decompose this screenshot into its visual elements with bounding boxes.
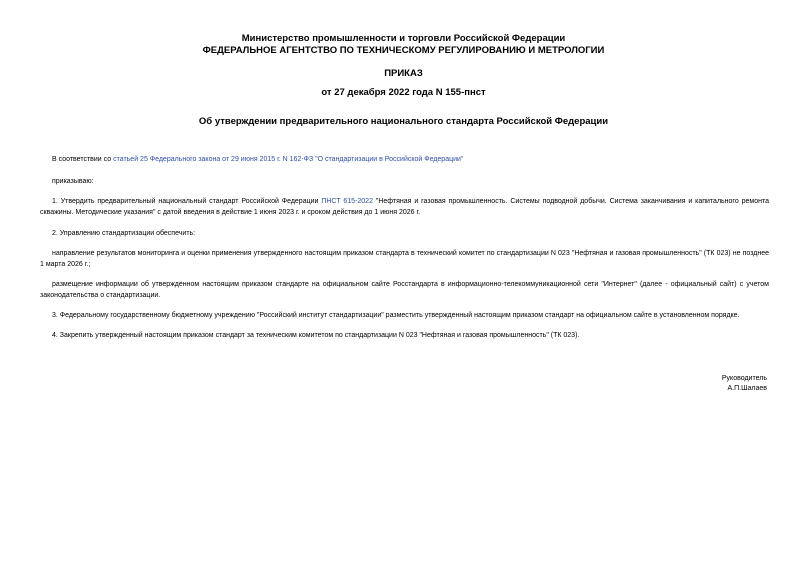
federal-law-link[interactable]: статьей 25 Федерального закона от 29 июня 2015 г. N 162-ФЗ "О стандартизации в Российской Федерации" (113, 156, 464, 163)
preamble-paragraph (52, 155, 767, 166)
item-2-b-paragraph: размещение информации об утвержденном настоящим приказом стандарте на официальном сайте Росстандарта в информационно-телекоммуникационной сети "Интернет" (далее - официальный сайт) с учетом законодательства о стандартизации. (40, 281, 769, 299)
item-2-a-paragraph: направление результатов мониторинга и оценки применения утвержденного настоящим приказом стандарта в технический комитет по стандартизации N 023 "Нефтяная и газовая промышленность" (ТК 023) не позднее 1 марта 2026 г.; (40, 250, 769, 268)
item-1-paragraph (40, 197, 769, 218)
ministry-heading: Министерство промышленности и торговли Российской Федерации (241, 33, 566, 44)
agency-heading: ФЕДЕРАЛЬНОЕ АГЕНТСТВО ПО ТЕХНИЧЕСКОМУ РЕГУЛИРОВАНИЮ И МЕТРОЛОГИИ (202, 45, 605, 56)
preamble-prefix: В соответствии со (52, 156, 114, 163)
standard-link[interactable]: ПНСТ 615-2022 (321, 198, 373, 205)
document-type: ПРИКАЗ (384, 68, 423, 79)
order-word: приказываю: (52, 178, 94, 185)
item-2-paragraph: 2. Управлению стандартизации обеспечить: (52, 230, 196, 237)
signature-title: Руководитель (721, 375, 767, 382)
document-subject: Об утверждении предварительного национального стандарта Российской Федерации (198, 116, 609, 127)
item-3-paragraph: 3. Федеральному государственному бюджетному учреждению "Российский институт стандартизации" разместить утвержденный настоящим приказом стандарт на официальном сайте в установленном порядке. (52, 312, 740, 319)
signature-name: А.П.Шалаев (727, 385, 767, 392)
item-1-suffix: "Нефтяная и газовая промышленность. Системы подводной добычи. Система заканчивания и капитального ремонта скважины. Методические указания" с датой введения в действие 1 июня 2023 г. и сроком действия до 1 июня 2026 г. (40, 198, 769, 216)
document-date-number: от 27 декабря 2022 года N 155-пнст (321, 87, 486, 98)
item-4-paragraph: 4. Закрепить утвержденный настоящим приказом стандарт за техническим комитетом по стандартизации N 023 "Нефтяная и газовая промышленность" (ТК 023). (52, 332, 580, 339)
item-1-prefix: 1. Утвердить предварительный национальный стандарт Российской Федерации (52, 198, 322, 205)
